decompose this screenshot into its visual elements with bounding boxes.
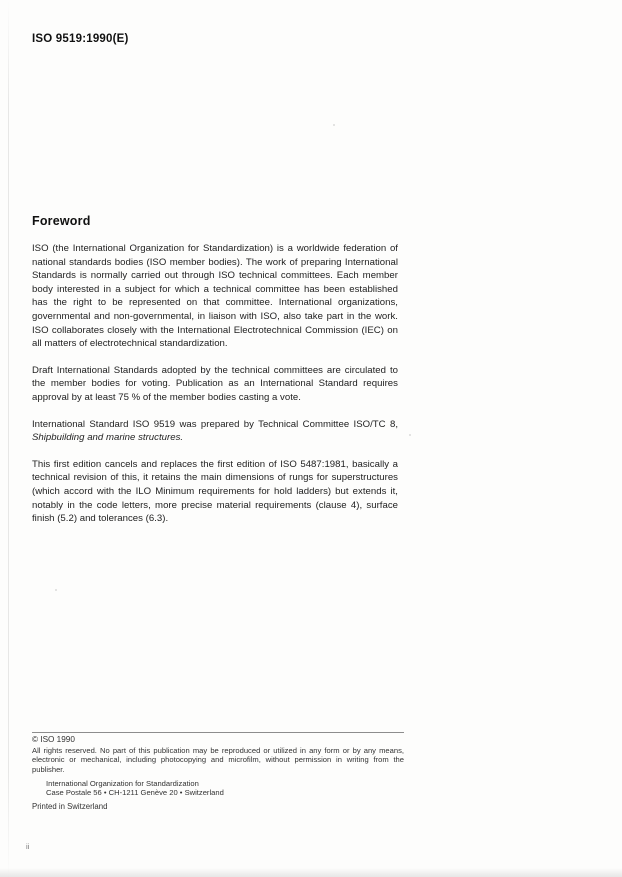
committee-reference: ISO/TC 8, <box>353 418 398 430</box>
organization-address-block <box>32 779 404 798</box>
paragraph-edition-note: This first edition cancels and replaces the first edition of ISO 5487:1981, basically a technical revision of this, it retains the main dimensions of rungs for superstructures (which accord with the ILO Minimum requirements for hold ladders) but extends it, notably in the code letters, more precise material requirements (clause 4), surface finish (5.2) and tolerances (6.3). <box>32 458 398 525</box>
committee-scope: Shipbuilding and marine structures. <box>32 432 184 444</box>
rights-notice: All rights reserved. No part of this publication may be reproduced or utilized in any form or by any means, electronic or mechanical, including photocopying and microfilm, without permission in writing from the publisher. <box>32 746 404 774</box>
printed-in-notice: Printed in Switzerland <box>32 802 108 812</box>
footer-divider <box>32 732 404 733</box>
paragraph-draft-standards: Draft International Standards adopted by the technical committees are circulated to the member bodies for voting. Publication as an International Standard requires approval by at least 75 % of the member bodies casting a vote. <box>32 364 398 403</box>
foreword-body <box>32 242 398 526</box>
paragraph-prepared-by <box>32 418 398 445</box>
organization-name: International Organization for Standardization <box>46 778 199 788</box>
page-number: ii <box>26 842 30 851</box>
scan-speck-icon <box>409 434 411 436</box>
prepared-by-text: International Standard ISO 9519 was prepared by Technical Committee <box>32 418 354 430</box>
scan-speck-icon <box>55 589 57 591</box>
paragraph-iso-description: ISO (the International Organization for Standardization) is a worldwide federation of national standards bodies (ISO member bodies). The work of preparing International Standards is normally carried out through ISO technical committees. Each member body interested in a subject for which a technical committee has been established has the right to be represented on that committee. International organizations, governmental and non-governmental, in liaison with ISO, also take part in the work. ISO collaborates closely with the International Electrotechnical Commission (IEC) on all matters of electrotechnical standardization. <box>32 243 398 350</box>
scan-speck-icon <box>333 124 335 126</box>
copyright-notice: © ISO 1990 <box>32 735 75 744</box>
scan-edge-artifact <box>8 0 9 877</box>
foreword-heading: Foreword <box>32 214 91 228</box>
document-header-code: ISO 9519:1990(E) <box>32 33 129 45</box>
organization-address: Case Postale 56 • CH-1211 Genève 20 • Switzerland <box>46 788 224 798</box>
footer-block <box>32 735 404 811</box>
scan-bottom-edge <box>0 868 622 877</box>
